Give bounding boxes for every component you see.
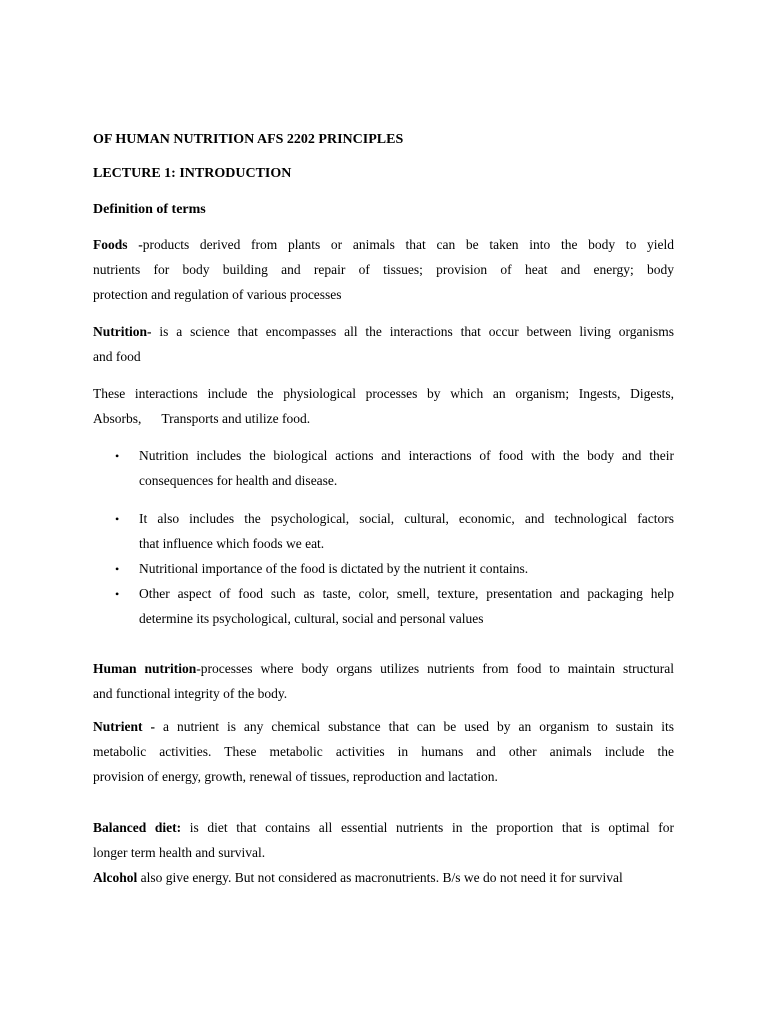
interactions-absorbs: Absorbs, bbox=[93, 411, 142, 426]
nutrient-line-1 bbox=[93, 719, 674, 735]
document-title: OF HUMAN NUTRITION AFS 2202 PRINCIPLES bbox=[93, 132, 404, 147]
bullet-1-line-1: Nutrition includes the biological actions and interactions of food with the body and their bbox=[139, 448, 674, 463]
interactions-line-1: These interactions include the physiological processes by which an organism; Ingests, Digests, bbox=[93, 386, 674, 401]
nutrient-text-1: a nutrient is any chemical substance that can be used by an organism to sustain its bbox=[154, 719, 674, 734]
human-nutrition-line-2: and functional integrity of the body. bbox=[93, 686, 288, 701]
bullet-dot-4: • bbox=[115, 587, 120, 601]
alcohol-line bbox=[93, 870, 623, 886]
nutrition-term: Nutrition- bbox=[93, 324, 152, 339]
bullet-3-line-1: Nutritional importance of the food is dictated by the nutrient it contains. bbox=[139, 561, 529, 576]
foods-definition-line-1 bbox=[93, 237, 674, 253]
human-nutrition-line-1 bbox=[93, 661, 674, 677]
nutrient-line-2: metabolic activities. These metabolic activities in humans and other animals include the bbox=[93, 744, 674, 759]
bullet-dot-3: • bbox=[115, 562, 120, 576]
lecture-heading: LECTURE 1: INTRODUCTION bbox=[93, 166, 292, 181]
nutrition-definition-line-2: and food bbox=[93, 349, 141, 364]
interactions-transports: Transports and utilize food. bbox=[161, 411, 311, 426]
alcohol-term: Alcohol bbox=[93, 870, 138, 885]
nutrition-definition-line-1 bbox=[93, 324, 674, 340]
nutrition-text-1: is a science that encompasses all the interactions that occur between living organisms bbox=[151, 324, 674, 339]
bullet-2-line-2: that influence which foods we eat. bbox=[139, 536, 325, 551]
nutrient-line-3: provision of energy, growth, renewal of tissues, reproduction and lactation. bbox=[93, 769, 498, 784]
bullet-4-line-1: Other aspect of food such as taste, color, smell, texture, presentation and packaging help bbox=[139, 586, 674, 601]
balanced-diet-term: Balanced diet: bbox=[93, 820, 182, 835]
document-page bbox=[93, 0, 674, 1024]
human-nutrition-term: Human nutrition bbox=[93, 661, 197, 676]
nutrient-term: Nutrient - bbox=[93, 719, 155, 734]
balanced-diet-line-1 bbox=[93, 820, 674, 836]
bullet-1-line-2: consequences for health and disease. bbox=[139, 473, 338, 488]
human-nutrition-text-1: -processes where body organs utilizes nutrients from food to maintain structural bbox=[196, 661, 674, 676]
foods-term: Foods - bbox=[93, 237, 143, 252]
section-heading: Definition of terms bbox=[93, 202, 206, 217]
foods-definition-line-3: protection and regulation of various processes bbox=[93, 287, 342, 302]
bullet-dot-1: • bbox=[115, 449, 120, 463]
foods-definition-line-2: nutrients for body building and repair of tissues; provision of heat and energy; body bbox=[93, 262, 674, 277]
bullet-4-line-2: determine its psychological, cultural, social and personal values bbox=[139, 611, 484, 626]
bullet-dot-2: • bbox=[115, 512, 120, 526]
foods-text-1: products derived from plants or animals that can be taken into the body to yield bbox=[142, 237, 674, 252]
balanced-diet-line-2: longer term health and survival. bbox=[93, 845, 266, 860]
interactions-line-2 bbox=[93, 411, 310, 427]
bullet-2-line-1: It also includes the psychological, social, cultural, economic, and technological factors bbox=[139, 511, 674, 526]
alcohol-text: also give energy. But not considered as macronutrients. B/s we do not need it for survival bbox=[137, 870, 623, 885]
balanced-diet-text-1: is diet that contains all essential nutrients in the proportion that is optimal for bbox=[181, 820, 674, 835]
